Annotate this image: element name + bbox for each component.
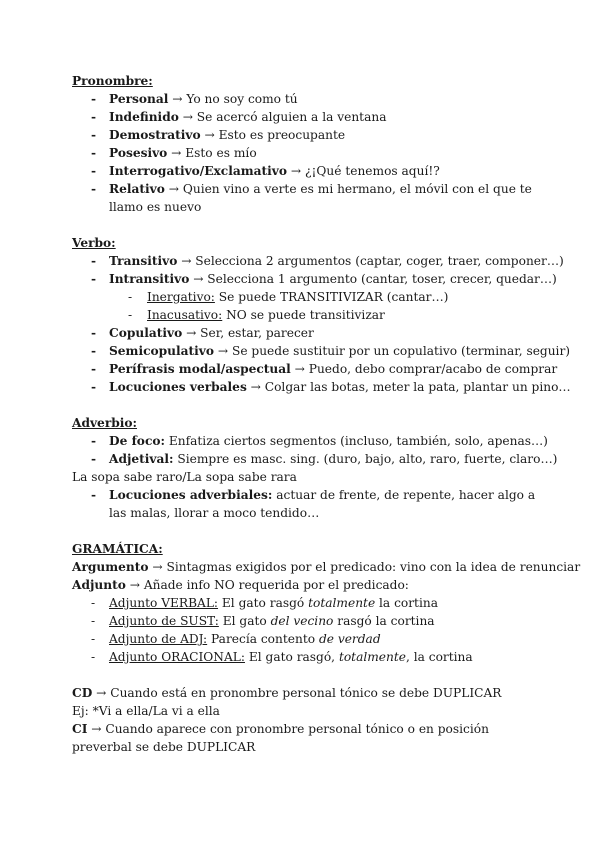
list-item <box>72 432 548 450</box>
term: Perífrasis modal/aspectual <box>109 362 291 376</box>
term: Locuciones adverbiales: <box>109 488 273 502</box>
definition: → Ser, estar, parecer <box>182 326 314 340</box>
list-item <box>72 630 542 648</box>
example-emphasis: totalmente <box>338 650 406 664</box>
term: Adjunto <box>72 578 126 592</box>
definition: → Cuando aparece con pronombre personal tónico o en posición preverbal se debe DUPLICAR <box>72 722 489 754</box>
section-heading-pronombre: Pronombre: <box>72 74 153 88</box>
term: De foco: <box>109 434 165 448</box>
definition: → Sintagmas exigidos por el predicado: vino con la idea de renunciar <box>148 560 581 574</box>
example-text: , la cortina <box>405 650 473 664</box>
term: Posesivo <box>109 146 168 160</box>
list-item <box>72 324 542 342</box>
definition: → Cuando está en pronombre personal tónico se debe DUPLICAR <box>92 686 502 700</box>
list-item <box>72 126 542 144</box>
definition: → Yo no soy como tú <box>168 92 298 106</box>
bullet-dash: - <box>91 632 96 646</box>
bullet-dash: - <box>91 596 96 610</box>
sub-list-item <box>72 306 542 324</box>
list-item <box>72 162 542 180</box>
example-text: El gato rasgó, <box>244 650 339 664</box>
definition: → Puedo, debo comprar/acabo de comprar <box>290 362 558 376</box>
definition: Siempre es masc. sing. (duro, bajo, alto, raro, fuerte, claro…) <box>173 452 558 466</box>
verbo-list <box>72 252 564 288</box>
list-item <box>72 270 557 288</box>
definition: → Esto es mío <box>167 146 257 160</box>
bullet-dash: - <box>91 344 97 358</box>
definition: Se puede TRANSITIVIZAR (cantar…) <box>214 290 449 304</box>
term: Inacusativo: <box>147 308 223 322</box>
section-heading-gramatica: GRAMÁTICA: <box>72 542 163 556</box>
list-item <box>72 648 542 666</box>
adverbio-example: La sopa sabe raro/La sopa sabe rara <box>72 470 297 484</box>
definition: → Selecciona 2 argumentos (captar, coger, traer, componer…) <box>177 254 564 268</box>
argumento-line <box>72 558 581 576</box>
bullet-dash: - <box>91 362 97 376</box>
notes-page <box>72 72 581 756</box>
list-item <box>72 180 542 216</box>
definition: → Esto es preocupante <box>200 128 346 142</box>
term: CD <box>72 686 93 700</box>
term: Intransitivo <box>109 272 190 286</box>
adverbio-list-continued <box>72 486 542 522</box>
term: CI <box>72 722 88 736</box>
example-text: rasgó la cortina <box>333 614 435 628</box>
example-emphasis: totalmente <box>308 596 376 610</box>
ci-line <box>72 720 542 756</box>
list-item <box>72 450 558 468</box>
bullet-dash: - <box>91 326 97 340</box>
adjunto-line <box>72 576 542 594</box>
term: Adjetival: <box>109 452 174 466</box>
example-text: El gato rasgó <box>218 596 309 610</box>
adverbio-list <box>72 432 558 468</box>
bullet-dash: - <box>91 182 97 196</box>
section-heading-verbo: Verbo: <box>72 236 116 250</box>
section-heading-adverbio: Adverbio: <box>72 416 138 430</box>
list-item <box>72 108 542 126</box>
definition: → Quien vino a verte es mi hermano, el móvil con el que te llamo es nuevo <box>109 182 532 214</box>
bullet-dash: - <box>91 272 97 286</box>
term: Interrogativo/Exclamativo <box>109 164 288 178</box>
term: Relativo <box>109 182 165 196</box>
example-text: Parecía contento <box>207 632 319 646</box>
list-item <box>72 378 571 396</box>
example-emphasis: del vecino <box>270 614 334 628</box>
pronombre-list <box>72 90 542 216</box>
term: Semicopulativo <box>109 344 215 358</box>
bullet-dash: - <box>128 290 133 304</box>
term: Copulativo <box>109 326 183 340</box>
definition: actuar de frente, de repente, hacer algo a las malas, llorar a moco tendido… <box>109 488 536 520</box>
term: Transitivo <box>109 254 178 268</box>
verbo-list-continued <box>72 324 571 396</box>
list-item <box>72 486 542 522</box>
bullet-dash: - <box>91 488 97 502</box>
bullet-dash: - <box>91 254 97 268</box>
definition: → Colgar las botas, meter la pata, plantar un pino… <box>246 380 571 394</box>
term: Adjunto de ADJ: <box>109 632 208 646</box>
definition: → ¿¡Qué tenemos aquí!? <box>287 164 440 178</box>
cd-line <box>72 684 542 702</box>
term: Adjunto ORACIONAL: <box>109 650 245 664</box>
adjunto-list <box>72 594 542 666</box>
bullet-dash: - <box>91 452 97 466</box>
bullet-dash: - <box>91 650 96 664</box>
cd-example: Ej: *Vi a ella/La vi a ella <box>72 704 220 718</box>
list-item <box>72 594 542 612</box>
bullet-dash: - <box>91 380 97 394</box>
bullet-dash: - <box>91 614 96 628</box>
example-emphasis: de verdad <box>318 632 381 646</box>
bullet-dash: - <box>128 308 133 322</box>
term: Adjunto VERBAL: <box>109 596 219 610</box>
definition: → Añade info NO requerida por el predicado: <box>125 578 409 592</box>
definition: → Selecciona 1 argumento (cantar, toser, crecer, quedar…) <box>189 272 557 286</box>
example-text: la cortina <box>375 596 438 610</box>
sub-list-item <box>72 288 542 306</box>
example-text: El gato <box>218 614 271 628</box>
list-item <box>72 144 542 162</box>
bullet-dash: - <box>91 164 97 178</box>
definition: → Se acercó alguien a la ventana <box>178 110 387 124</box>
list-item <box>72 342 571 360</box>
bullet-dash: - <box>91 92 97 106</box>
intransitivo-sublist <box>72 288 542 324</box>
bullet-dash: - <box>91 146 97 160</box>
bullet-dash: - <box>91 434 97 448</box>
term: Adjunto de SUST: <box>109 614 219 628</box>
bullet-dash: - <box>91 110 97 124</box>
term: Demostrativo <box>109 128 201 142</box>
term: Locuciones verbales <box>109 380 247 394</box>
term: Inergativo: <box>147 290 215 304</box>
definition: NO se puede transitivizar <box>222 308 385 322</box>
term: Personal <box>109 92 169 106</box>
term: Argumento <box>72 560 149 574</box>
list-item <box>72 90 542 108</box>
definition: → Se puede sustituir por un copulativo (terminar, seguir) <box>214 344 571 358</box>
bullet-dash: - <box>91 128 97 142</box>
list-item <box>72 360 558 378</box>
list-item <box>72 612 542 630</box>
definition: Enfatiza ciertos segmentos (incluso, también, solo, apenas…) <box>165 434 548 448</box>
term: Indefinido <box>109 110 179 124</box>
list-item <box>72 252 564 270</box>
